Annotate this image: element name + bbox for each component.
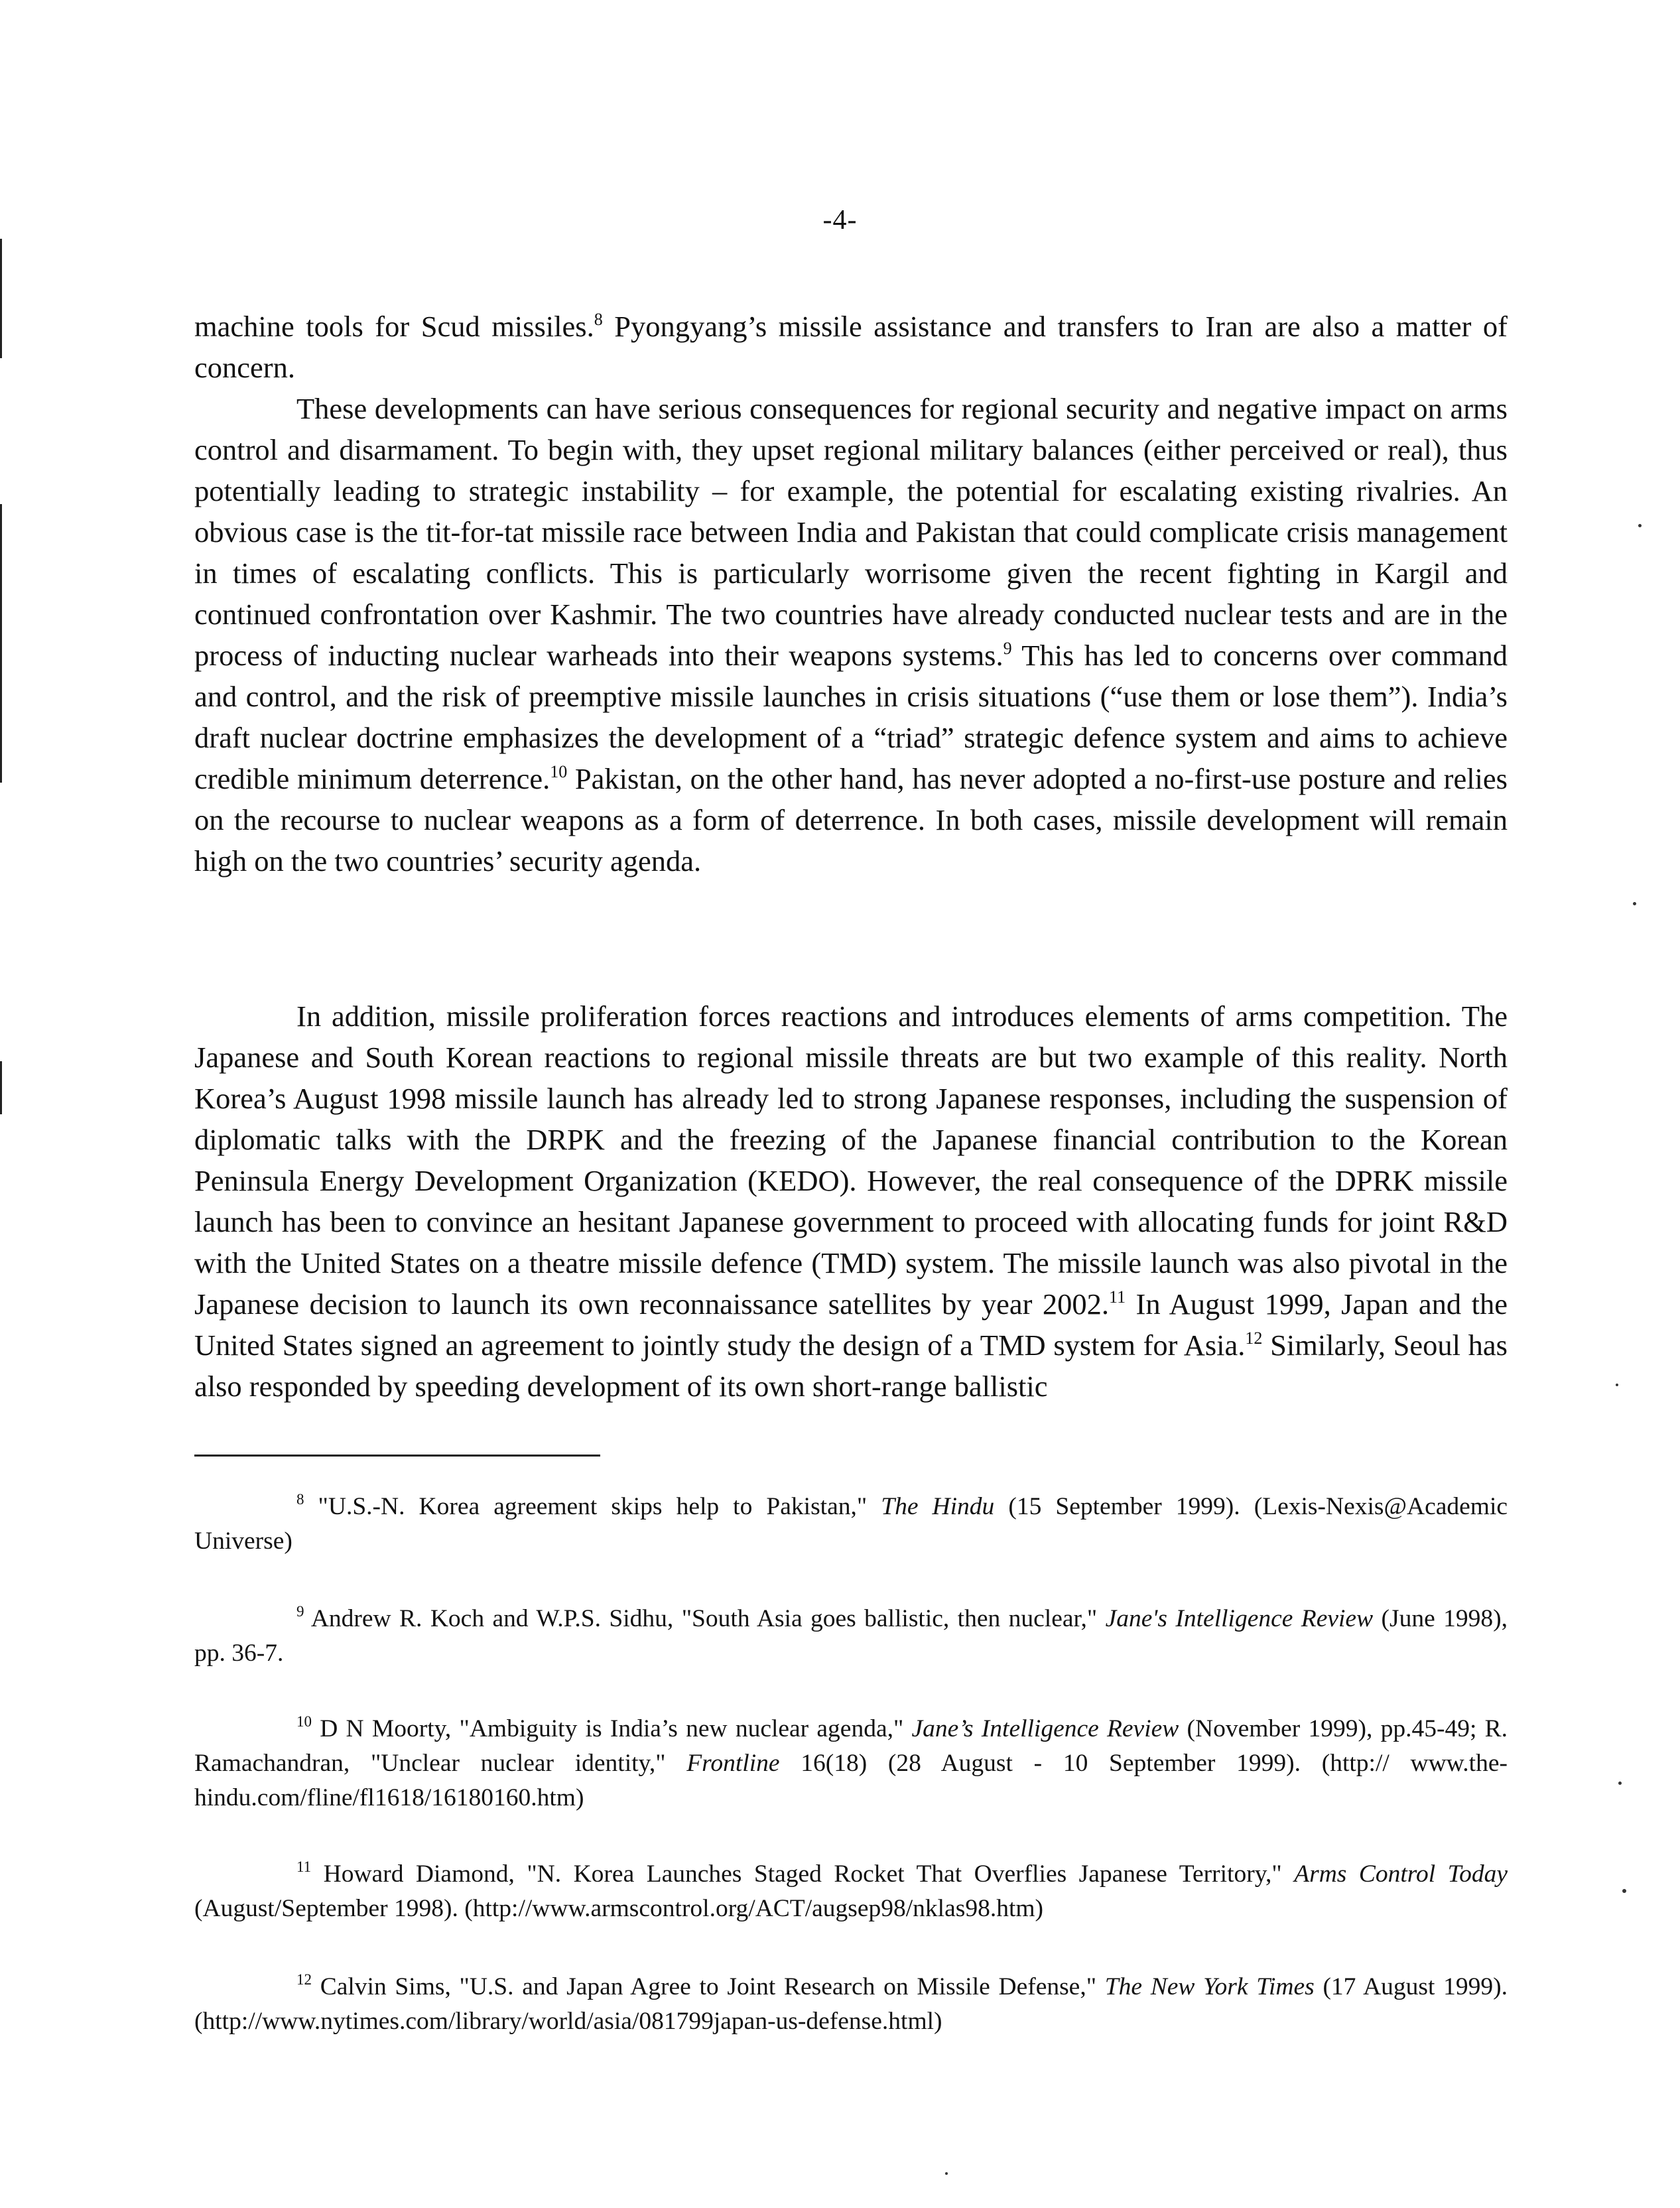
paragraph-2 [194, 388, 1508, 881]
footnote-number: 9 [296, 1603, 304, 1620]
footnote-source-title: Arms Control Today [1294, 1860, 1508, 1888]
scan-edge-mark [0, 1061, 2, 1114]
paragraph-1-text-a: machine tools for Scud missiles. [194, 309, 594, 343]
footnote-text: (15 September 1999). (Lexis-Nexis@Academic Universe) [194, 1493, 1508, 1555]
footnote-10 [194, 1712, 1508, 1815]
scan-edge-mark [0, 239, 2, 358]
footnote-text: 16(18) (28 August - 10 September 1999). (http:// www.the-hindu.com/fline/fl1618/16180160.htm) [194, 1750, 1508, 1811]
footnote-ref-10: 10 [550, 761, 568, 781]
footnote-source-title: The New York Times [1104, 1973, 1315, 2000]
paragraph-3-text-c: Similarly, Seoul has also responded by speeding development of its own short-range ballistic [194, 1328, 1508, 1403]
scan-speck [1618, 1782, 1622, 1785]
paragraph-3-text-b: In August 1999, Japan and the United States signed an agreement to jointly study the design of a TMD system for Asia. [194, 1287, 1508, 1362]
scan-speck [1638, 524, 1642, 527]
footnote-ref-8: 8 [594, 309, 603, 329]
footnote-12 [194, 1970, 1508, 2039]
paragraph-1 [194, 306, 1508, 388]
scan-speck [1622, 1889, 1626, 1893]
footnote-text: Andrew R. Koch and W.P.S. Sidhu, "South Asia goes ballistic, then nuclear," [304, 1605, 1106, 1632]
footnote-source-title: Frontline [686, 1750, 780, 1777]
footnote-9 [194, 1602, 1508, 1671]
footnote-number: 8 [296, 1491, 304, 1508]
footnote-ref-11: 11 [1109, 1287, 1126, 1307]
footnote-number: 10 [296, 1713, 312, 1730]
footnote-number: 11 [296, 1858, 312, 1875]
footnote-number: 12 [296, 1971, 312, 1988]
footnote-separator [194, 1455, 600, 1457]
footnote-ref-12: 12 [1245, 1328, 1263, 1348]
footnote-11 [194, 1857, 1508, 1926]
footnote-text: "U.S.-N. Korea agreement skips help to Pakistan," [304, 1493, 881, 1520]
paragraph-2-text-b: This has led to concerns over command and control, and the risk of preemptive missile launches in crisis situations (“use them or lose them”). India’s draft nuclear doctrine emphasizes the development of a “triad” strategic defence system and aims to achieve credible minimum deterrence. [194, 638, 1508, 795]
footnote-text: Howard Diamond, "N. Korea Launches Staged Rocket That Overflies Japanese Territory," [311, 1860, 1295, 1888]
footnote-source-title: The Hindu [881, 1493, 995, 1520]
footnote-text: Calvin Sims, "U.S. and Japan Agree to Joint Research on Missile Defense," [312, 1973, 1105, 2000]
paragraph-3-text-a: In addition, missile proliferation forces reactions and introduces elements of arms competition. The Japanese and South Korean reactions to regional missile threats are but two example of this reality. North Korea’s August 1998 missile launch has already led to strong Japanese responses, including the suspension of diplomatic talks with the DRPK and the freezing of the Japanese financial contribution to the Korean Peninsula Energy Development Organization (KEDO). However, the real consequence of the DPRK missile launch has been to convince an hesitant Japanese government to proceed with allocating funds for joint R&D with the United States on a theatre missile defence (TMD) system. The missile launch was also pivotal in the Japanese decision to launch its own reconnaissance satellites by year 2002. [194, 999, 1508, 1321]
scan-edge-mark [0, 504, 2, 783]
footnote-source-title: Jane's Intelligence Review [1105, 1605, 1374, 1632]
footnote-text: (August/September 1998). (http://www.armscontrol.org/ACT/augsep98/nklas98.htm) [194, 1895, 1044, 1922]
page-number: -4- [822, 205, 858, 235]
footnote-text: D N Moorty, "Ambiguity is India’s new nuclear agenda," [312, 1715, 912, 1742]
paragraph-2-text-a: These developments can have serious consequences for regional security and negative impact on arms control and disarmament. To begin with, they upset regional military balances (either perceived or real), thus potentially leading to strategic instability – for example, the potential for escalating existing rivalries. An obvious case is the tit-for-tat missile race between India and Pakistan that could complicate crisis management in times of escalating conflicts. This is particularly worrisome given the recent fighting in Kargil and continued confrontation over Kashmir. The two countries have already conducted nuclear tests and are in the process of inducting nuclear warheads into their weapons systems. [194, 391, 1508, 672]
scan-speck [1633, 902, 1636, 905]
scan-speck [1616, 1384, 1618, 1386]
footnote-text: (17 August 1999). (http://www.nytimes.com/library/world/asia/081799japan-us-defense.html) [194, 1973, 1508, 2035]
paragraph-2-text-c: Pakistan, on the other hand, has never adopted a no-first-use posture and relies on the recourse to nuclear weapons as a form of deterrence. In both cases, missile development will remain high on the two countries’ security agenda. [194, 761, 1508, 877]
footnote-ref-9: 9 [1003, 638, 1012, 658]
scan-speck [945, 2172, 948, 2175]
footnote-text: (June 1998), pp. 36-7. [194, 1605, 1508, 1667]
paragraph-1-text-b: Pyongyang’s missile assistance and transfers to Iran are also a matter of concern. [194, 309, 1508, 384]
footnote-8 [194, 1490, 1508, 1559]
footnote-source-title: Jane’s Intelligence Review [911, 1715, 1179, 1742]
footnote-text: (November 1999), pp.45-49; R. Ramachandran, "Unclear nuclear identity," [194, 1715, 1508, 1777]
paragraph-3 [194, 996, 1508, 1407]
